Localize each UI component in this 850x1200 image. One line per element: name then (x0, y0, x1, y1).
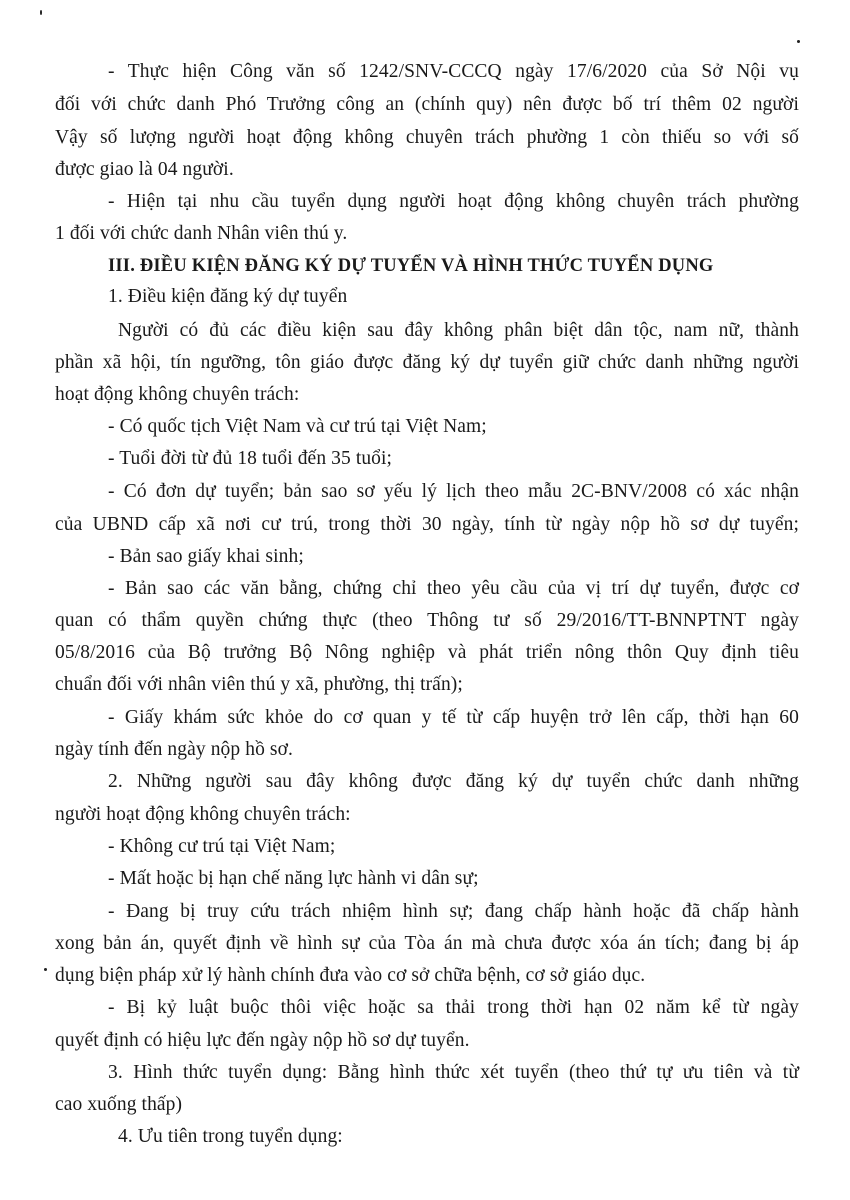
scan-speck (797, 40, 800, 43)
paragraph-line: được giao là 04 người. (55, 159, 234, 180)
paragraph-line: phần xã hội, tín ngưỡng, tôn giáo được đăng ký dự tuyển giữ chức danh những người (55, 352, 799, 373)
list-item: - Bị kỷ luật buộc thôi việc hoặc sa thải trong thời hạn 02 năm kể từ ngày (108, 997, 799, 1018)
paragraph-line: Vậy số lượng người hoạt động không chuyên trách phường 1 còn thiếu so với số (55, 127, 799, 148)
list-item: - Mất hoặc bị hạn chế năng lực hành vi dân sự; (108, 868, 479, 889)
subsection-title: 3. Hình thức tuyển dụng: Bằng hình thức xét tuyển (theo thứ tự ưu tiên và từ (108, 1062, 799, 1083)
subsection-title: 2. Những người sau đây không được đăng ký dự tuyển chức danh những (108, 771, 799, 792)
paragraph-line: Người có đủ các điều kiện sau đây không phân biệt dân tộc, nam nữ, thành (118, 320, 799, 341)
scan-speck (44, 968, 47, 971)
section-heading: III. ĐIỀU KIỆN ĐĂNG KÝ DỰ TUYỂN VÀ HÌNH THỨC TUYỂN DỤNG (108, 256, 714, 276)
paragraph-line: chuẩn đối với nhân viên thú y xã, phường, thị trấn); (55, 674, 463, 695)
paragraph-line: hoạt động không chuyên trách: (55, 384, 300, 405)
paragraph-line: - Thực hiện Công văn số 1242/SNV-CCCQ ngày 17/6/2020 của Sở Nội vụ (108, 61, 799, 82)
paragraph-line: cao xuống thấp) (55, 1094, 183, 1115)
paragraph-line: quyết định có hiệu lực đến ngày nộp hồ sơ dự tuyển. (55, 1030, 470, 1051)
paragraph-line: - Hiện tại nhu cầu tuyển dụng người hoạt động không chuyên trách phường (108, 191, 799, 212)
paragraph-line: xong bản án, quyết định về hình sự của Tòa án mà chưa được xóa án tích; đang bị áp (55, 933, 799, 954)
scan-speck (40, 10, 42, 15)
list-item: - Tuổi đời từ đủ 18 tuổi đến 35 tuổi; (108, 448, 393, 469)
paragraph-line: 1 đối với chức danh Nhân viên thú y. (55, 223, 348, 244)
subsection-title: 4. Ưu tiên trong tuyển dụng: (118, 1126, 343, 1147)
paragraph-line: dụng biện pháp xử lý hành chính đưa vào cơ sở chữa bệnh, cơ sở giáo dục. (55, 965, 646, 986)
list-item: - Có đơn dự tuyển; bản sao sơ yếu lý lịch theo mẫu 2C-BNV/2008 có xác nhận (108, 481, 799, 502)
paragraph-line: của UBND cấp xã nơi cư trú, trong thời 30 ngày, tính từ ngày nộp hồ sơ dự tuyển; (55, 514, 799, 535)
list-item: - Bản sao giấy khai sinh; (108, 546, 304, 567)
list-item: - Không cư trú tại Việt Nam; (108, 836, 336, 857)
paragraph-line: 05/8/2016 của Bộ trưởng Bộ Nông nghiệp và phát triển nông thôn Quy định tiêu (55, 642, 799, 663)
subsection-title: 1. Điều kiện đăng ký dự tuyển (108, 286, 348, 307)
list-item: - Đang bị truy cứu trách nhiệm hình sự; đang chấp hành hoặc đã chấp hành (108, 901, 799, 922)
paragraph-line: ngày tính đến ngày nộp hồ sơ. (55, 739, 293, 760)
paragraph-line: quan có thẩm quyền chứng thực (theo Thông tư số 29/2016/TT-BNNPTNT ngày (55, 610, 799, 631)
list-item: - Giấy khám sức khỏe do cơ quan y tế từ cấp huyện trở lên cấp, thời hạn 60 (108, 707, 799, 728)
list-item: - Có quốc tịch Việt Nam và cư trú tại Việt Nam; (108, 416, 487, 437)
paragraph-line: người hoạt động không chuyên trách: (55, 804, 351, 825)
paragraph-line: đối với chức danh Phó Trưởng công an (chính quy) nên được bố trí thêm 02 người (55, 94, 799, 115)
list-item: - Bản sao các văn bằng, chứng chỉ theo yêu cầu của vị trí dự tuyển, được cơ (108, 578, 799, 599)
